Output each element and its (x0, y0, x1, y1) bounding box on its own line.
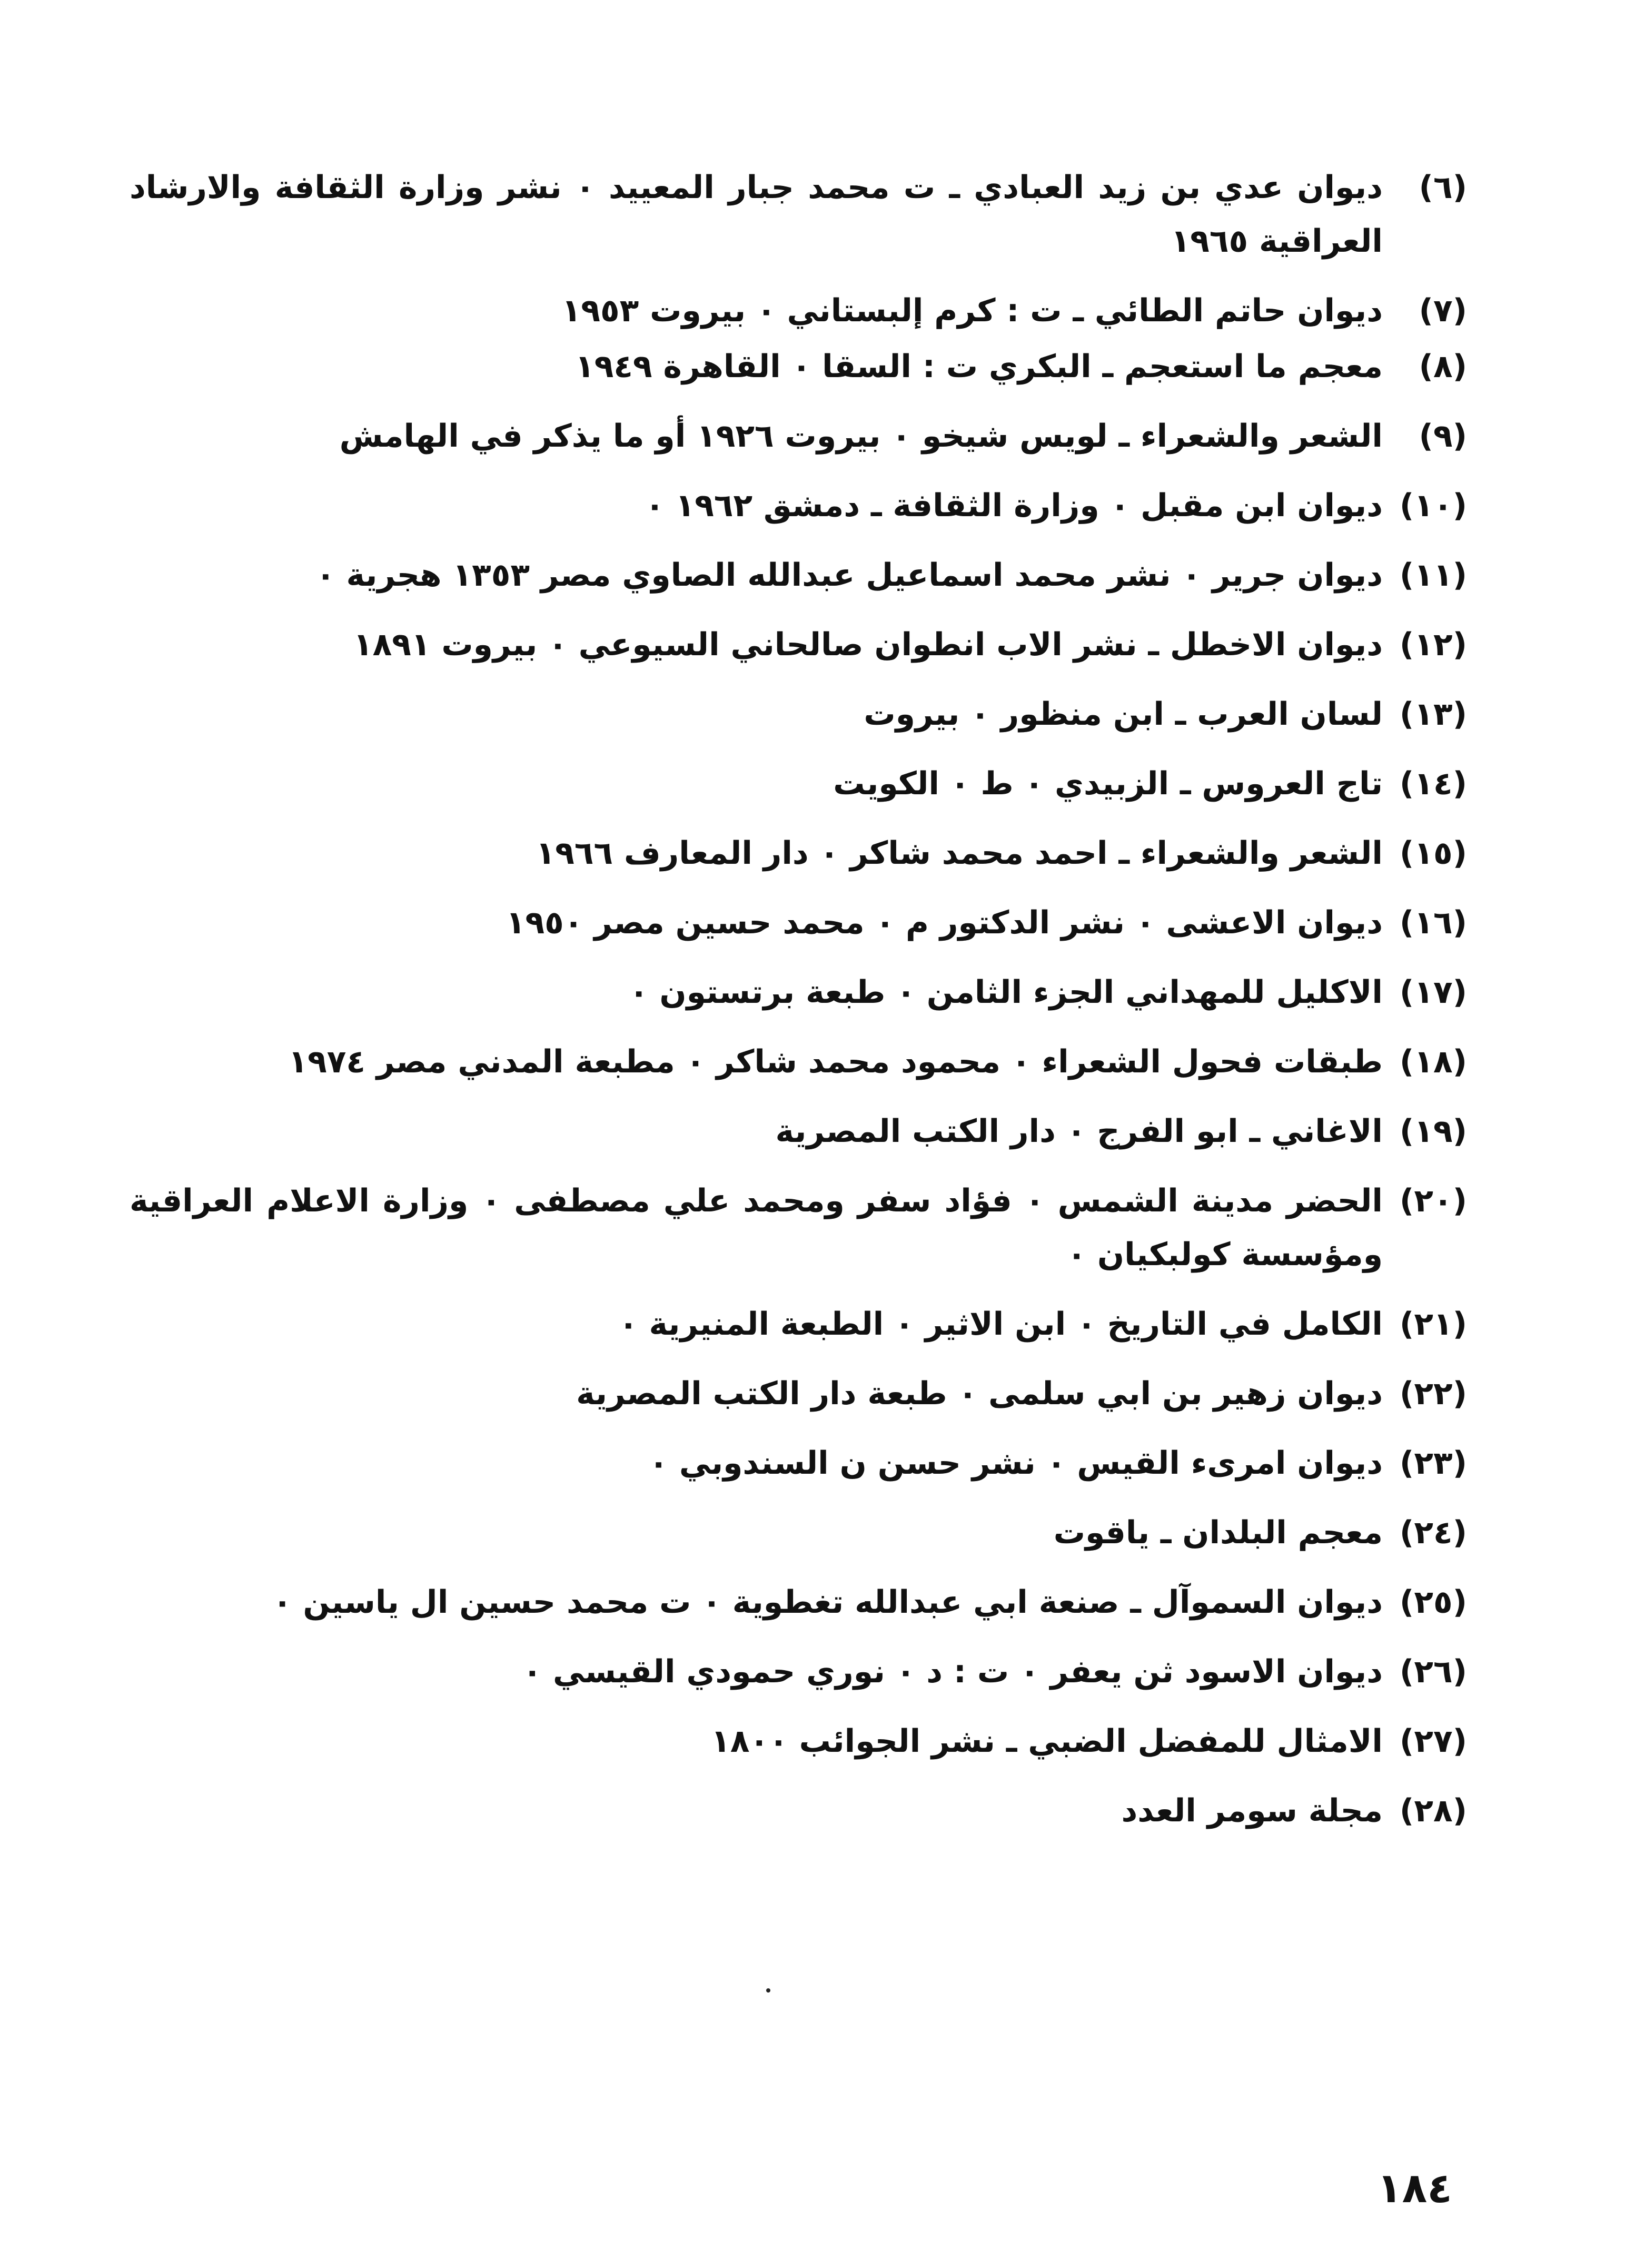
reference-number: (١١) (1399, 557, 1467, 594)
ink-speck (766, 1988, 770, 1993)
reference-text: ديوان حاتم الطائي ـ ت : كرم إلبستاني ٠ بيروت ١٩٥٣ (561, 292, 1383, 329)
reference-number: (١٦) (1399, 904, 1467, 941)
reference-number: (٩) (1419, 418, 1467, 455)
reference-item-18 (130, 1035, 1467, 1089)
reference-item-22 (130, 1367, 1467, 1421)
reference-item-20 (130, 1174, 1467, 1281)
reference-number: (١٥) (1399, 835, 1467, 872)
page-number: ١٨٤ (1377, 2165, 1452, 2212)
reference-item-11 (130, 548, 1467, 602)
reference-number: (٢٤) (1399, 1514, 1467, 1551)
reference-text: معجم ما استعجم ـ البكري ت : السقا ٠ القاهرة ١٩٤٩ (575, 348, 1383, 385)
reference-item-24 (130, 1506, 1467, 1560)
reference-text: ديوان جرير ٠ نشر محمد اسماعيل عبدالله الصاوي مصر ١٣٥٣ هجرية ٠ (315, 557, 1383, 594)
reference-text: الكامل في التاريخ ٠ ابن الاثير ٠ الطبعة المنيرية ٠ (618, 1306, 1383, 1343)
reference-number: (١٩) (1399, 1113, 1467, 1150)
reference-text: تاج العروس ـ الزبيدي ٠ ط ٠ الكويت (833, 765, 1383, 802)
reference-number: (٢٣) (1399, 1445, 1467, 1482)
reference-number: (٨) (1419, 348, 1467, 385)
reference-text: ديوان الاخطل ـ نشر الاب انطوان صالحاني السيوعي ٠ بيروت ١٨٩١ (353, 626, 1383, 663)
reference-text: الشعر والشعراء ـ لويس شيخو ٠ بيروت ١٩٢٦ أو ما يذكر في الهامش (339, 418, 1383, 455)
reference-text: معجم البلدان ـ ياقوت (1053, 1514, 1383, 1551)
reference-number: (١٨) (1399, 1043, 1467, 1080)
reference-item-26 (130, 1645, 1467, 1699)
reference-text: الحضر مدينة الشمس ٠ فؤاد سفر ومحمد علي مصطفى ٠ وزارة الاعلام العراقية ومؤسسة كولبكيان ٠ (130, 1182, 1383, 1273)
reference-item-13 (130, 687, 1467, 741)
reference-item-27 (130, 1714, 1467, 1768)
reference-item-9 (130, 409, 1467, 463)
reference-number: (٢٥) (1399, 1584, 1467, 1621)
reference-number: (١٢) (1399, 626, 1467, 663)
reference-number: (٢٦) (1399, 1653, 1467, 1690)
reference-text: ديوان امرىء القيس ٠ نشر حسن ن السندوبي ٠ (649, 1445, 1383, 1482)
reference-text: لسان العرب ـ ابن منظور ٠ بيروت (864, 696, 1383, 733)
reference-item-7 (130, 284, 1467, 338)
reference-text: ديوان السموآل ـ صنعة ابي عبدالله تغطوية ٠ ت محمد حسين ال ياسين ٠ (272, 1584, 1383, 1621)
reference-item-10 (130, 479, 1467, 533)
reference-number: (٦) (1419, 169, 1467, 206)
reference-number: (٢٠) (1399, 1182, 1467, 1219)
reference-number: (١٠) (1399, 487, 1467, 524)
reference-text: الاكليل للمهداني الجزء الثامن ٠ طبعة برتستون ٠ (629, 974, 1383, 1011)
reference-item-6 (130, 161, 1467, 268)
reference-number: (٢٢) (1399, 1375, 1467, 1412)
reference-text: الاغاني ـ ابو الفرج ٠ دار الكتب المصرية (775, 1113, 1383, 1150)
reference-text: ديوان عدي بن زيد العبادي ـ ت محمد جبار المعييد ٠ نشر وزارة الثقافة والارشاد العراقية ١٩٦٥ (130, 169, 1383, 260)
reference-number: (١٤) (1399, 765, 1467, 802)
reference-text: ديوان الاسود ثن يعفر ٠ ت : د ٠ نوري حمودي القيسي ٠ (522, 1653, 1383, 1690)
reference-text: مجلة سومر العدد (1121, 1792, 1383, 1829)
reference-item-14 (130, 757, 1467, 811)
reference-text: ديوان ابن مقبل ٠ وزارة الثقافة ـ دمشق ١٩٦٢ ٠ (645, 487, 1383, 524)
reference-number: (٢٨) (1399, 1792, 1467, 1829)
reference-item-23 (130, 1436, 1467, 1490)
reference-number: (١٧) (1399, 974, 1467, 1011)
reference-number: (١٣) (1399, 696, 1467, 733)
reference-item-8 (130, 340, 1467, 393)
reference-text: طبقات فحول الشعراء ٠ محمود محمد شاكر ٠ مطبعة المدني مصر ١٩٧٤ (288, 1043, 1383, 1080)
reference-item-16 (130, 896, 1467, 950)
reference-item-15 (130, 826, 1467, 880)
reference-item-28 (130, 1784, 1467, 1838)
reference-text: ديوان الاعشى ٠ نشر الدكتور م ٠ محمد حسين مصر ١٩٥٠ (506, 904, 1383, 941)
reference-number: (٢١) (1399, 1306, 1467, 1343)
reference-number: (٧) (1419, 292, 1467, 329)
reference-item-19 (130, 1105, 1467, 1158)
reference-item-25 (130, 1575, 1467, 1629)
reference-number: (٢٧) (1399, 1723, 1467, 1760)
reference-text: ديوان زهير بن ابي سلمى ٠ طبعة دار الكتب المصرية (576, 1375, 1383, 1412)
reference-text: الامثال للمفضل الضبي ـ نشر الجوائب ١٨٠٠ (711, 1723, 1383, 1760)
reference-item-17 (130, 965, 1467, 1019)
reference-item-12 (130, 618, 1467, 672)
reference-item-21 (130, 1297, 1467, 1351)
reference-list (130, 161, 1467, 1853)
reference-text: الشعر والشعراء ـ احمد محمد شاكر ٠ دار المعارف ١٩٦٦ (536, 835, 1383, 872)
